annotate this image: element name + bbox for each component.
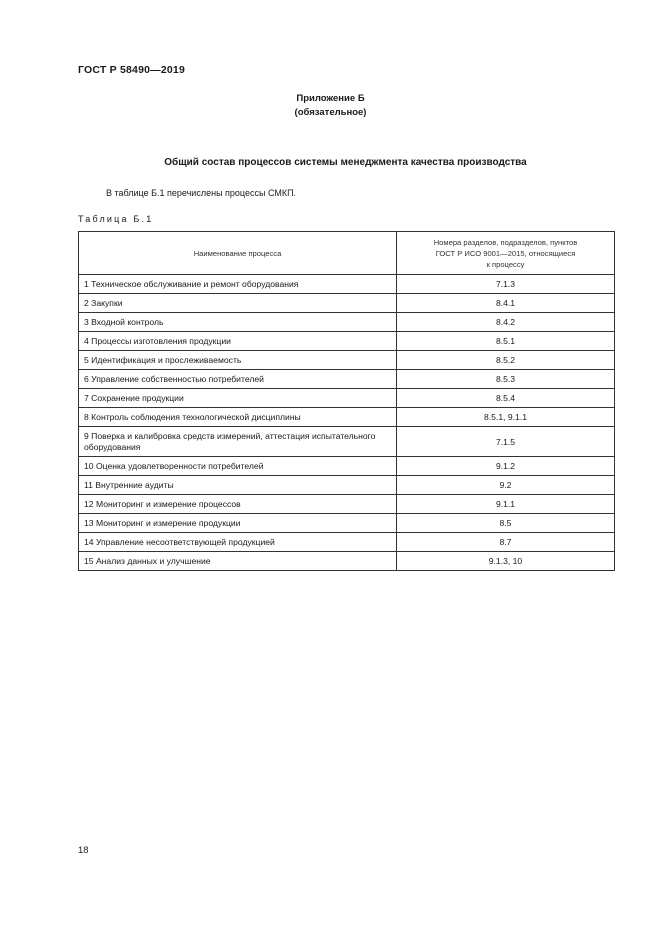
process-ref: 9.1.2: [397, 457, 615, 476]
process-ref: 8.5.1: [397, 332, 615, 351]
section-title: Общий состав процессов системы менеджмента качества производства: [164, 157, 527, 168]
appendix-title: Приложение Б: [296, 93, 365, 104]
process-table: [78, 231, 615, 571]
appendix-heading: [0, 92, 661, 120]
table-row: [79, 275, 615, 294]
column-header-ref: [397, 232, 615, 275]
process-ref: 9.2: [397, 476, 615, 495]
process-name: 1 Техническое обслуживание и ремонт оборудования: [79, 275, 397, 294]
process-name: 12 Мониторинг и измерение процессов: [79, 495, 397, 514]
table-row: [79, 294, 615, 313]
process-name: 11 Внутренние аудиты: [79, 476, 397, 495]
process-name: 2 Закупки: [79, 294, 397, 313]
table-row: [79, 552, 615, 571]
process-name: 3 Входной контроль: [79, 313, 397, 332]
table-row: [79, 457, 615, 476]
process-ref: 8.5.3: [397, 370, 615, 389]
appendix-status: (обязательное): [294, 107, 367, 118]
table-row: [79, 476, 615, 495]
table-row: [79, 313, 615, 332]
process-name: 13 Мониторинг и измерение продукции: [79, 514, 397, 533]
table-header-row: [79, 232, 615, 275]
process-name: 4 Процессы изготовления продукции: [79, 332, 397, 351]
process-ref: 7.1.3: [397, 275, 615, 294]
column-header-ref-line: ГОСТ Р ИСО 9001—2015, относящиеся: [435, 248, 576, 258]
process-ref: 8.5.2: [397, 351, 615, 370]
table-row: [79, 495, 615, 514]
process-name: 6 Управление собственностью потребителей: [79, 370, 397, 389]
process-name: 9 Поверка и калибровка средств измерений, аттестация испытательного оборудования: [79, 427, 397, 457]
process-ref: 7.1.5: [397, 427, 615, 457]
table-row: [79, 332, 615, 351]
process-ref: 8.7: [397, 533, 615, 552]
table-row: [79, 533, 615, 552]
process-ref: 8.4.2: [397, 313, 615, 332]
table-row: [79, 389, 615, 408]
page-number: 18: [78, 845, 89, 856]
intro-paragraph: В таблице Б.1 перечислены процессы СМКП.: [106, 188, 297, 198]
table-row: [79, 370, 615, 389]
standard-header: ГОСТ Р 58490—2019: [78, 64, 186, 76]
process-ref: 8.4.1: [397, 294, 615, 313]
process-ref: 8.5: [397, 514, 615, 533]
process-name: 8 Контроль соблюдения технологической дисциплины: [79, 408, 397, 427]
process-ref: 9.1.3, 10: [397, 552, 615, 571]
table-row: [79, 514, 615, 533]
process-ref: 8.5.4: [397, 389, 615, 408]
process-name: 14 Управление несоответствующей продукцией: [79, 533, 397, 552]
column-header-name: Наименование процесса: [79, 232, 397, 275]
process-name: 7 Сохранение продукции: [79, 389, 397, 408]
column-header-ref-line: к процессу: [486, 259, 525, 269]
process-ref: 9.1.1: [397, 495, 615, 514]
table-row: [79, 408, 615, 427]
table-row: [79, 427, 615, 457]
process-ref: 8.5.1, 9.1.1: [397, 408, 615, 427]
process-name: 10 Оценка удовлетворенности потребителей: [79, 457, 397, 476]
table-row: [79, 351, 615, 370]
table-caption: Таблица Б.1: [78, 214, 154, 224]
process-name: 15 Анализ данных и улучшение: [79, 552, 397, 571]
process-name: 5 Идентификация и прослеживаемость: [79, 351, 397, 370]
column-header-ref-line: Номера разделов, подразделов, пунктов: [433, 237, 578, 247]
